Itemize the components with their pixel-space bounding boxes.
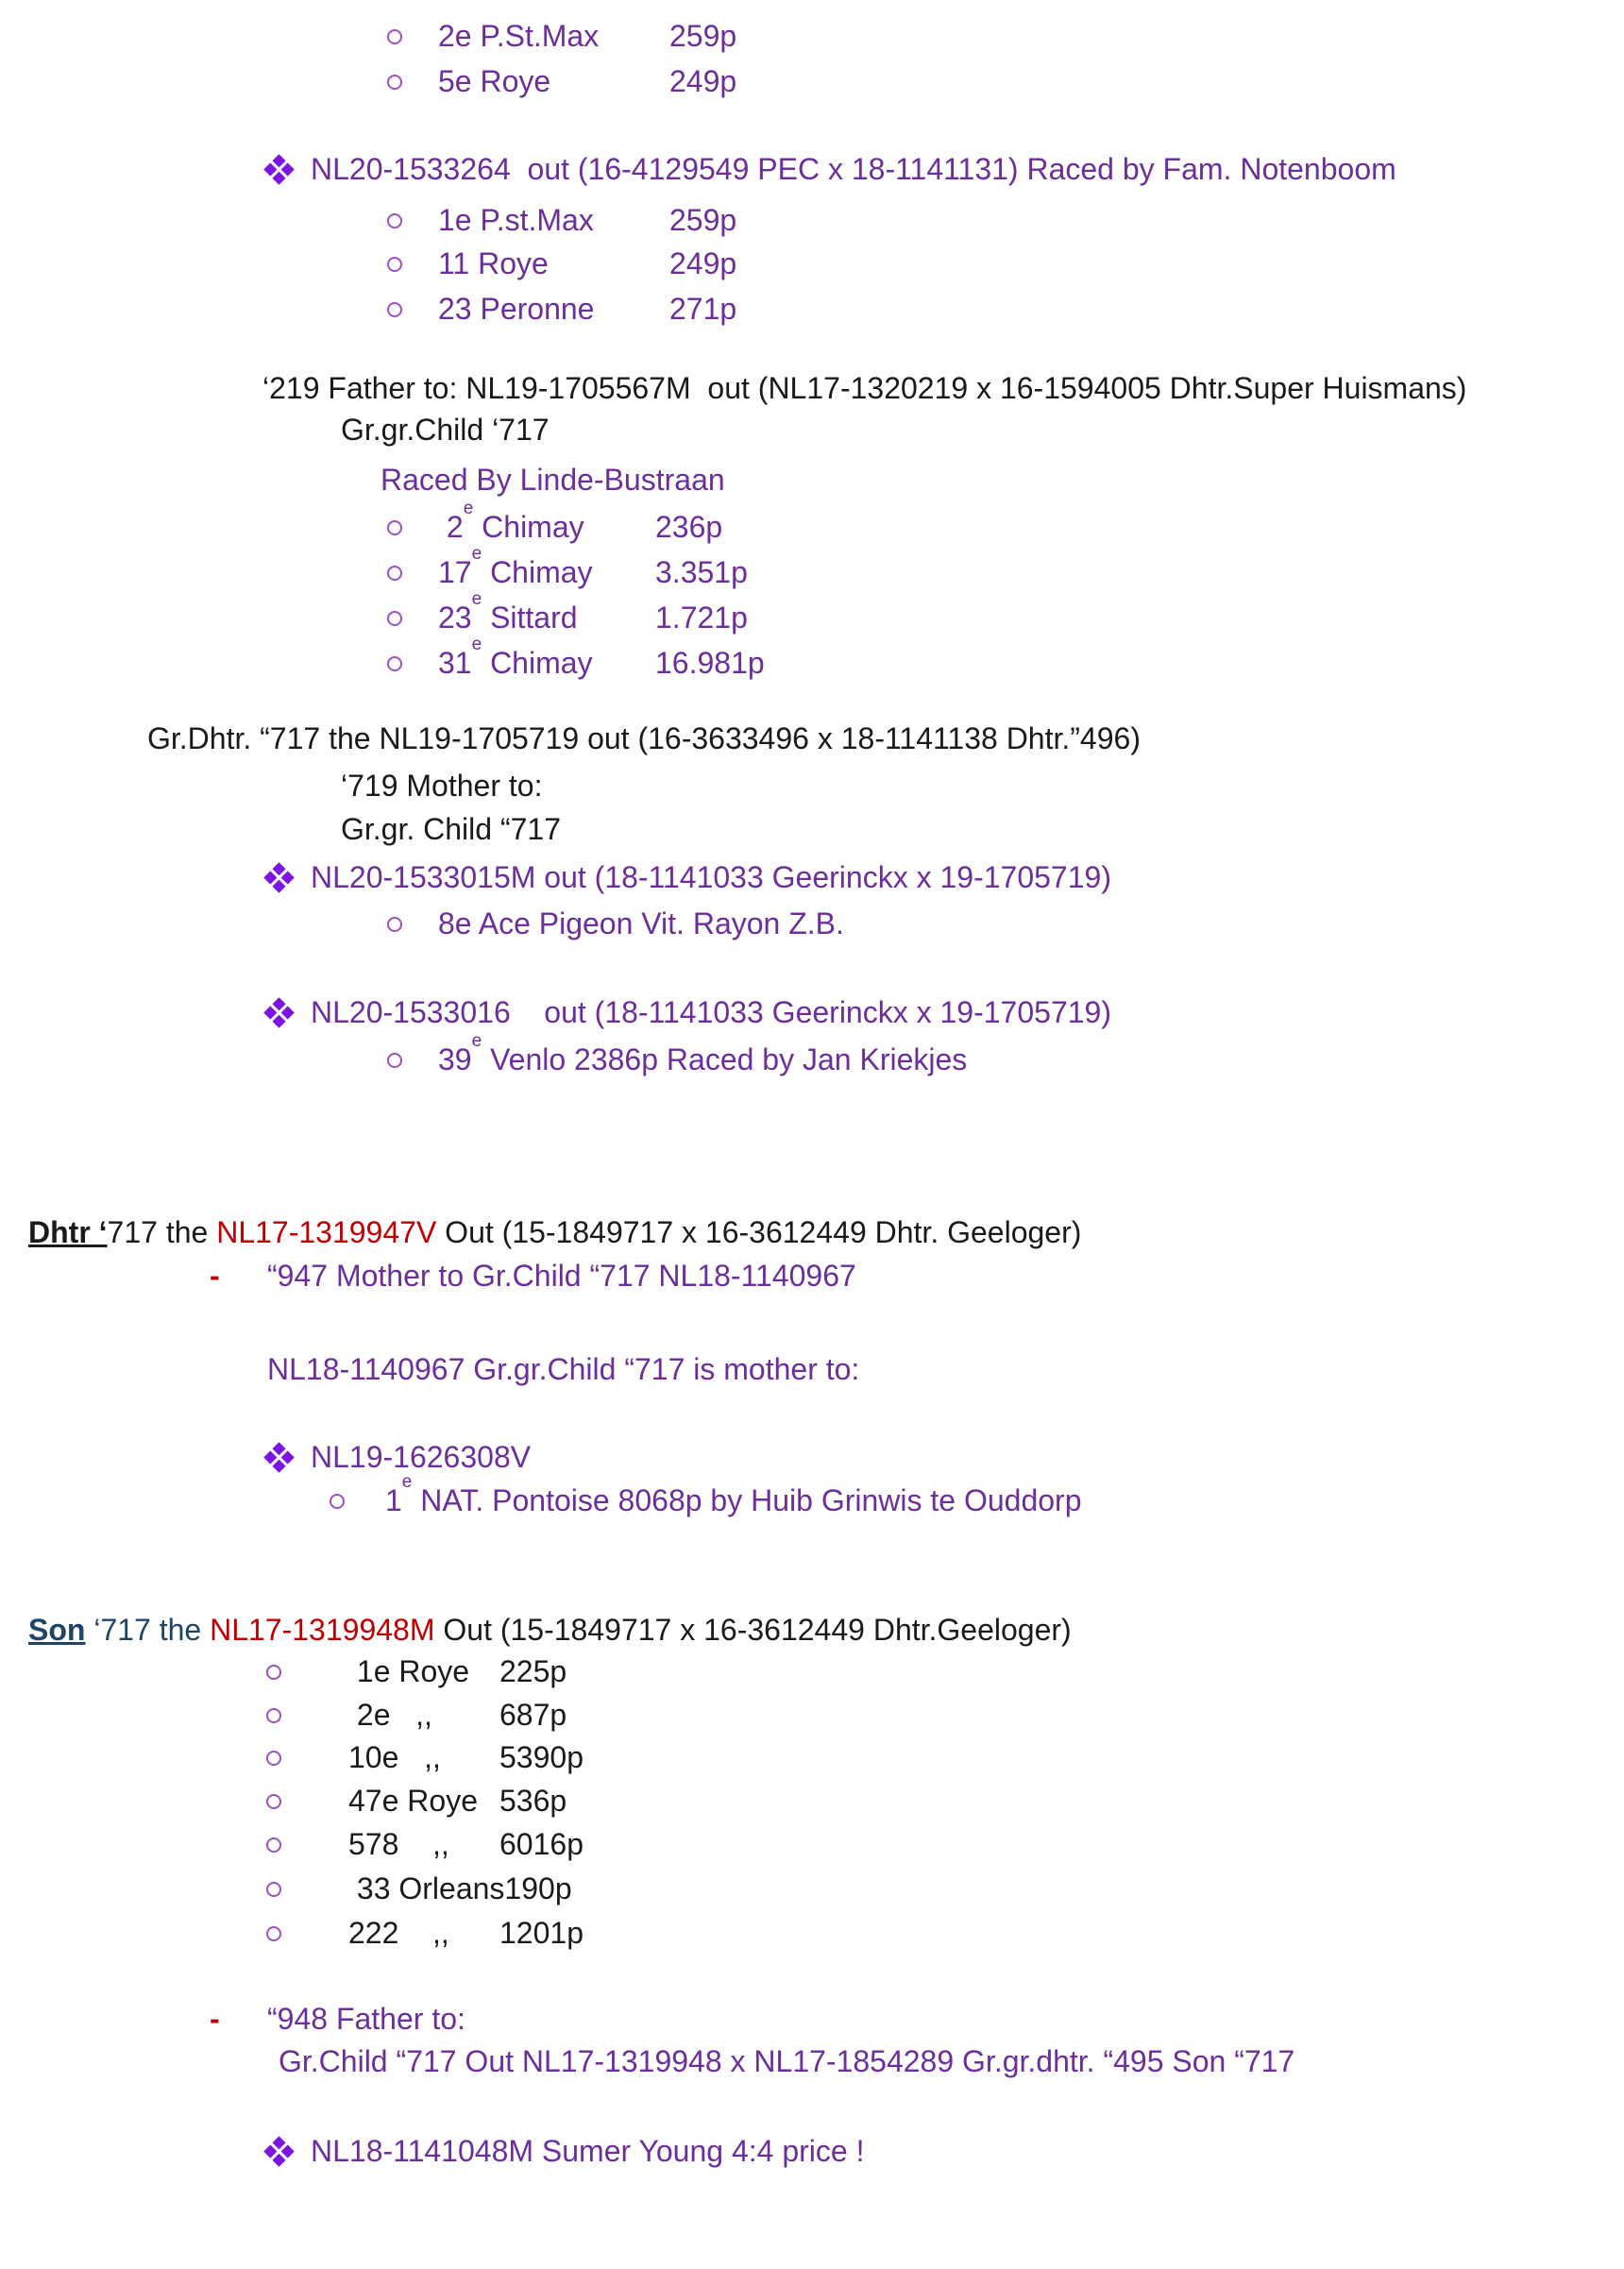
circle-bullet-icon xyxy=(266,1665,281,1680)
result-row xyxy=(387,244,736,283)
gr-dhtr-line2: ‘719 Mother to: xyxy=(341,769,543,803)
result-label: 33 Orleans xyxy=(348,1871,505,1905)
result-row xyxy=(266,1869,572,1908)
circle-bullet-icon xyxy=(387,520,402,535)
result-label: 1e NAT. Pontoise 8068p by Huib Grinwis te Ouddorp xyxy=(385,1472,1082,1517)
son-717-heading: Son ‘717 the NL17-1319948M Out (15-1849717 x 16-3612449 Dhtr.Geeloger) xyxy=(28,1613,1072,1647)
circle-bullet-icon xyxy=(266,1751,281,1766)
pigeon-015-title-row xyxy=(268,857,1111,897)
circle-bullet-icon xyxy=(387,566,402,581)
result-prize: 249p xyxy=(669,64,737,98)
result-row xyxy=(387,61,736,101)
circle-bullet-icon xyxy=(387,75,402,90)
circle-bullet-icon xyxy=(387,257,402,272)
result-prize: 1201p xyxy=(499,1916,584,1950)
result-row xyxy=(266,1695,567,1735)
circle-bullet-icon xyxy=(266,1882,281,1897)
dhtr-717-heading: Dhtr ‘717 the NL17-1319947V Out (15-1849717 x 16-3612449 Dhtr. Geeloger) xyxy=(28,1215,1082,1249)
circle-bullet-icon xyxy=(266,1708,281,1723)
superscript-e: e xyxy=(401,1472,413,1493)
diamond-bullet-icon xyxy=(263,862,295,893)
father-219-heading: ‘219 Father to: NL19-1705567M out (NL17-1320219 x 16-1594005 Dhtr.Super Huismans) xyxy=(262,371,1467,405)
result-prize: 259p xyxy=(669,203,737,237)
result-label: 39e Venlo 2386p Raced by Jan Kriekjes xyxy=(438,1031,968,1076)
diamond-bullet-icon xyxy=(263,1442,295,1473)
result-prize: 271p xyxy=(669,292,737,326)
result-label: 2e P.St.Max xyxy=(438,19,600,53)
dhtr-note-line2: NL18-1140967 Gr.gr.Child “717 is mother to: xyxy=(267,1352,860,1386)
result-label: 1e Roye xyxy=(348,1654,470,1688)
result-label: 10e ,, xyxy=(348,1740,441,1774)
circle-bullet-icon xyxy=(387,29,402,44)
result-label: 8e Ace Pigeon Vit. Rayon Z.B. xyxy=(438,906,844,940)
result-row xyxy=(387,635,765,683)
circle-bullet-icon xyxy=(387,917,402,932)
circle-bullet-icon xyxy=(266,1794,281,1809)
pigeon-308-title-row xyxy=(268,1437,531,1477)
circle-bullet-icon xyxy=(330,1494,345,1509)
note-text: “948 Father to: xyxy=(267,2002,465,2036)
pigeon-title: NL20-1533015M out (18-1141033 Geerinckx x 19-1705719) xyxy=(311,860,1111,894)
pigeon-title: NL19-1626308V xyxy=(311,1440,532,1474)
superscript-e: e xyxy=(471,544,482,565)
result-label: 17e Chimay xyxy=(438,544,593,589)
result-label: 23e Sittard xyxy=(438,589,578,635)
result-prize: 259p xyxy=(669,19,737,53)
father-219-subheading: Gr.gr.Child ‘717 xyxy=(341,413,550,447)
result-row xyxy=(387,200,736,240)
result-row xyxy=(387,904,844,943)
result-label: 222 ,, xyxy=(348,1916,449,1950)
son-label: Son xyxy=(28,1613,86,1647)
result-prize: 3.351p xyxy=(655,555,748,589)
diamond-bullet-icon xyxy=(263,997,295,1028)
result-prize: 190p xyxy=(504,1871,572,1905)
result-prize: 1.721p xyxy=(655,601,748,635)
gr-dhtr-heading: Gr.Dhtr. “717 the NL19-1705719 out (16-3633496 x 18-1141138 Dhtr.”496) xyxy=(147,721,1141,755)
result-prize: 687p xyxy=(499,1698,567,1732)
circle-bullet-icon xyxy=(387,213,402,229)
result-prize: 536p xyxy=(499,1784,567,1818)
ring-number: NL17-1319947V xyxy=(216,1215,437,1249)
result-row xyxy=(266,1913,584,1953)
diamond-bullet-icon xyxy=(263,154,295,185)
superscript-e: e xyxy=(471,635,482,655)
ring-number: NL17-1319948M xyxy=(210,1613,435,1647)
pigeon-264-title-row xyxy=(268,149,1396,189)
result-row xyxy=(387,289,736,329)
gr-dhtr-line3: Gr.gr. Child “717 xyxy=(341,812,561,846)
result-prize: 16.981p xyxy=(655,646,765,680)
circle-bullet-icon xyxy=(266,1926,281,1941)
result-row xyxy=(266,1651,567,1691)
son-note-line2: Gr.Child “717 Out NL17-1319948 x NL17-1854289 Gr.gr.dhtr. “495 Son “717 xyxy=(279,2044,1295,2078)
circle-bullet-icon xyxy=(387,1053,402,1068)
result-prize: 236p xyxy=(655,510,723,544)
pigeon-title: NL20-1533016 out (18-1141033 Geerinckx x 19-1705719) xyxy=(311,995,1111,1029)
pigeon-016-title-row xyxy=(268,992,1111,1032)
dhtr-label: Dhtr ‘ xyxy=(28,1215,108,1249)
result-prize: 249p xyxy=(669,246,737,280)
dash-bullet: - xyxy=(210,2002,220,2036)
diamond-bullet-icon xyxy=(263,2136,295,2167)
pigeon-title: NL18-1141048M Sumer Young 4:4 price ! xyxy=(311,2134,865,2168)
circle-bullet-icon xyxy=(387,656,402,671)
superscript-e: e xyxy=(471,1031,482,1052)
result-row xyxy=(387,589,748,637)
result-row xyxy=(387,16,736,56)
dhtr-note-row xyxy=(210,1256,856,1295)
result-prize: 225p xyxy=(499,1654,567,1688)
result-label: 2e ,, xyxy=(348,1698,432,1732)
son-note-row xyxy=(210,1999,465,2039)
raced-by-line: Raced By Linde-Bustraan xyxy=(381,463,725,497)
circle-bullet-icon xyxy=(266,1837,281,1853)
result-row xyxy=(266,1737,584,1777)
circle-bullet-icon xyxy=(387,611,402,626)
result-label: 2e Chimay xyxy=(438,499,584,544)
result-prize: 6016p xyxy=(499,1827,584,1861)
pigeon-title: NL20-1533264 out (16-4129549 PEC x 18-1141131) Raced by Fam. Notenboom xyxy=(311,152,1396,186)
superscript-e: e xyxy=(471,589,482,610)
result-row xyxy=(387,1031,968,1079)
result-label: 5e Roye xyxy=(438,64,551,98)
result-row xyxy=(266,1781,567,1820)
result-label: 31e Chimay xyxy=(438,635,593,680)
pigeon-048-title-row xyxy=(268,2131,864,2171)
result-label: 47e Roye xyxy=(348,1784,478,1818)
result-row xyxy=(330,1472,1082,1520)
circle-bullet-icon xyxy=(387,302,402,317)
result-label: 11 Roye xyxy=(438,246,549,280)
result-row xyxy=(387,544,748,592)
superscript-e: e xyxy=(463,499,474,519)
dash-bullet: - xyxy=(210,1259,220,1293)
result-label: 1e P.st.Max xyxy=(438,203,594,237)
result-label: 578 ,, xyxy=(348,1827,449,1861)
result-row xyxy=(387,499,723,547)
note-text: “947 Mother to Gr.Child “717 NL18-1140967 xyxy=(267,1259,856,1293)
result-label: 23 Peronne xyxy=(438,292,595,326)
result-prize: 5390p xyxy=(499,1740,584,1774)
result-row xyxy=(266,1824,584,1864)
